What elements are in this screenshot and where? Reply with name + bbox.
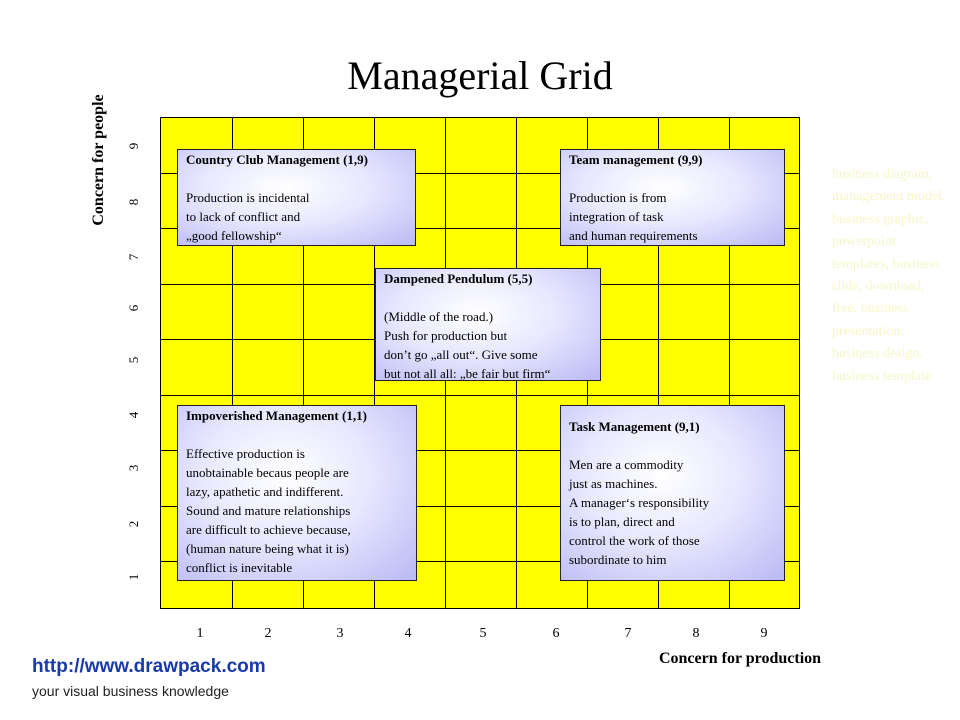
x-tick-2: 2 (264, 626, 272, 641)
x-tick-7: 7 (624, 626, 632, 641)
task-management-box (560, 405, 785, 581)
country-club-title: Country Club Management (1,9) (186, 152, 368, 167)
country-club-box (177, 149, 416, 246)
footer-tagline: your visual business knowledge (32, 683, 229, 699)
y-tick-5: 5 (126, 356, 141, 364)
y-tick-6: 6 (126, 304, 141, 312)
y-tick-9: 9 (126, 142, 141, 150)
x-tick-4: 4 (404, 626, 412, 641)
impoverished-box (177, 405, 417, 581)
x-tick-6: 6 (552, 626, 560, 641)
x-tick-5: 5 (479, 626, 487, 641)
team-management-box (560, 149, 785, 246)
dampened-pendulum-box (375, 268, 601, 381)
team-management-body: Production is from integration of task and human requirements (569, 190, 698, 243)
y-tick-8: 8 (126, 198, 141, 206)
y-tick-2: 2 (126, 520, 141, 528)
dampened-pendulum-body: (Middle of the road.) Push for production but don’t go „all out“. Give some but not all all: „be fair but firm“ (384, 309, 551, 381)
footer-url-link[interactable]: http://www.drawpack.com (32, 656, 266, 677)
seo-keywords-text: business diagram, management model, business graphic, powerpoint templates, business slide, download, free, business presentation, business design, business template (832, 167, 946, 384)
page-title: Managerial Grid (347, 53, 613, 98)
task-management-body: Men are a commodity just as machines. A manager‘s responsibility is to plan, direct and control the work of those subordinate to him (569, 457, 710, 567)
y-axis-label: Concern for people (90, 94, 107, 226)
x-tick-3: 3 (336, 626, 344, 641)
impoverished-body: Effective production is unobtainable becaus people are lazy, apathetic and indifferent. Sound and mature relationships are difficult to achieve because, (human nature being what it is) conflict is inevitable (186, 446, 351, 575)
y-tick-4: 4 (126, 411, 141, 419)
x-tick-8: 8 (692, 626, 700, 641)
team-management-title: Team management (9,9) (569, 152, 703, 167)
impoverished-title: Impoverished Management (1,1) (186, 408, 367, 423)
y-tick-1: 1 (126, 573, 141, 581)
x-tick-1: 1 (196, 626, 204, 641)
y-tick-7: 7 (126, 253, 141, 261)
task-management-title: Task Management (9,1) (569, 419, 700, 434)
y-tick-3: 3 (126, 464, 141, 472)
dampened-pendulum-title: Dampened Pendulum (5,5) (384, 271, 533, 286)
country-club-body: Production is incidental to lack of conflict and „good fellowship“ (186, 190, 310, 243)
x-axis-label: Concern for production (658, 650, 822, 667)
x-tick-9: 9 (760, 626, 768, 641)
grid-line (161, 395, 799, 396)
